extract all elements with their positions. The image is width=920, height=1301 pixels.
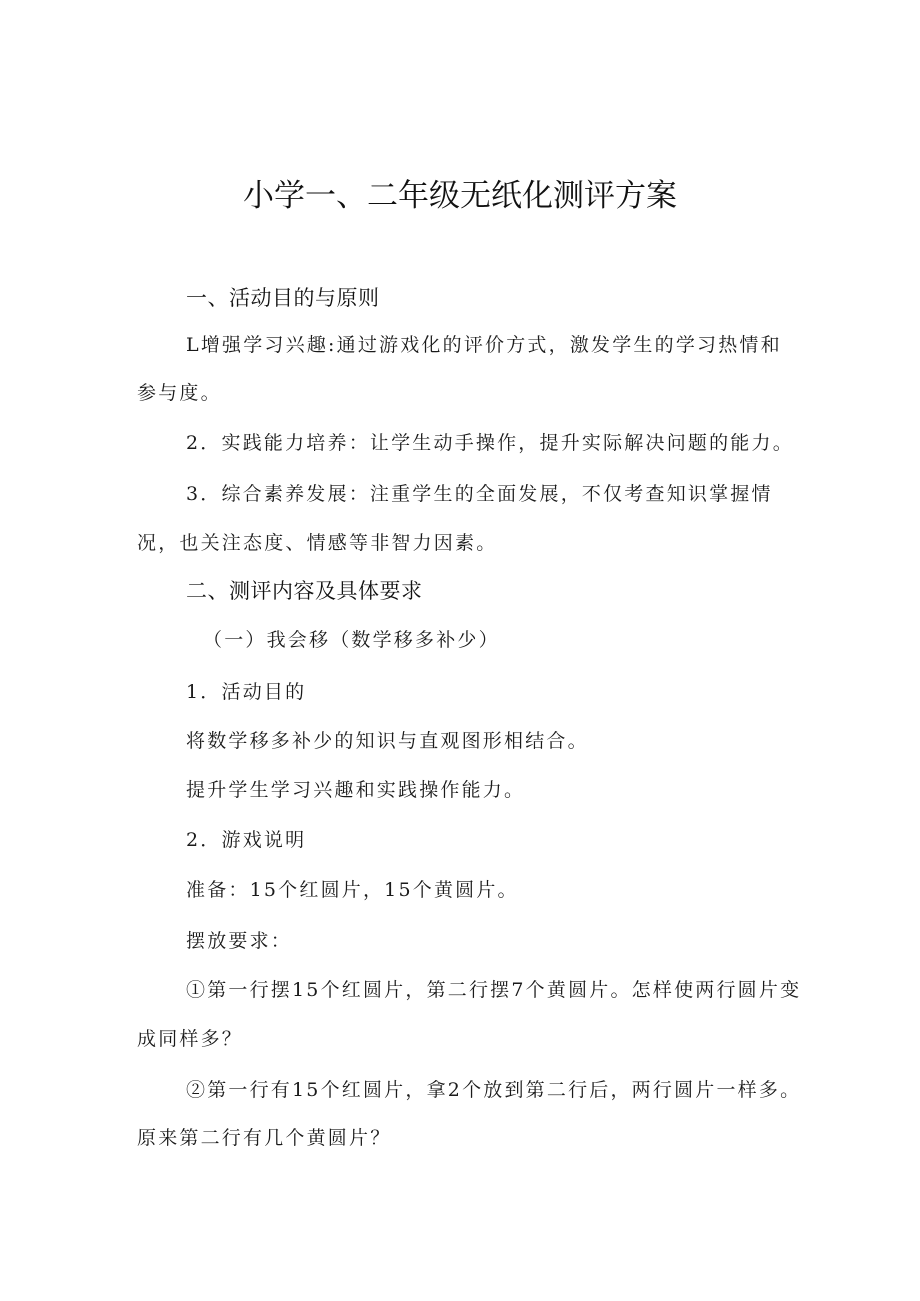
paragraph-line: 原来第二行有几个黄圆片？ xyxy=(137,1127,392,1149)
paragraph-line: 况，也关注态度、情感等非智力因素。 xyxy=(137,532,498,554)
paragraph-line: 参与度。 xyxy=(137,382,222,404)
paragraph-line: 摆放要求： xyxy=(186,930,293,952)
paragraph-line: L增强学习兴趣:通过游戏化的评价方式，激发学生的学习热情和 xyxy=(186,334,782,356)
subsection-heading: （一）我会移（数学移多补少） xyxy=(203,629,500,651)
paragraph-line: ②第一行有15个红圆片，拿2个放到第二行后，两行圆片一样多。 xyxy=(186,1079,802,1101)
paragraph-line: 将数学移多补少的知识与直观图形相结合。 xyxy=(186,730,589,752)
numbered-point: 2．游戏说明 xyxy=(186,829,307,851)
section-heading-1: 一、活动目的与原则 xyxy=(186,286,380,310)
paragraph-line: 2．实践能力培养：让学生动手操作，提升实际解决问题的能力。 xyxy=(186,432,794,454)
paragraph-line: 成同样多？ xyxy=(137,1028,244,1050)
numbered-point: 1．活动目的 xyxy=(186,681,307,703)
paragraph-line: ①第一行摆15个红圆片，第二行摆7个黄圆片。怎样使两行圆片变 xyxy=(186,979,802,1001)
paragraph-line: 准备：15个红圆片，15个黄圆片。 xyxy=(186,879,519,901)
document-title: 小学一、二年级无纸化测评方案 xyxy=(243,178,677,214)
paragraph-line: 提升学生学习兴趣和实践操作能力。 xyxy=(186,779,526,801)
paragraph-line: 3．综合素养发展：注重学生的全面发展，不仅考查知识掌握情 xyxy=(186,483,773,505)
section-heading-2: 二、测评内容及具体要求 xyxy=(186,579,423,603)
